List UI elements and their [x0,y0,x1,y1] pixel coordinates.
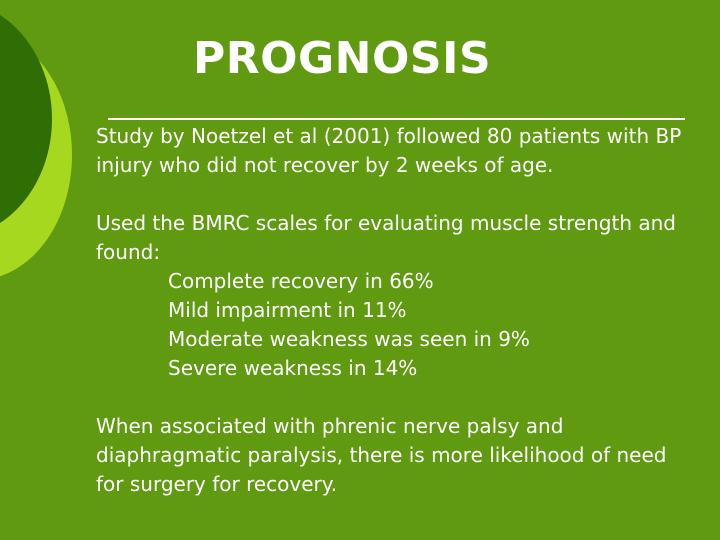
paragraph-phrenic: When associated with phrenic nerve palsy and diaphragmatic paralysis, there is more likelihood of need for surgery for recovery. [96,414,667,496]
slide-title: PROGNOSIS [193,33,492,84]
finding-item: Severe weakness in 14% [168,356,418,380]
slide-body [96,122,696,499]
title-underline [108,118,685,120]
finding-item: Mild impairment in 11% [168,298,407,322]
finding-item: Moderate weakness was seen in 9% [168,327,530,351]
paragraph-bmrc-intro: Used the BMRC scales for evaluating muscle strength and found: [96,211,676,264]
findings-list [96,267,696,383]
paragraph-study: Study by Noetzel et al (2001) followed 80 patients with BP injury who did not recover by 2 weeks of age. [96,124,682,177]
finding-item: Complete recovery in 66% [168,269,434,293]
paragraph-spacer [96,383,696,412]
paragraph-spacer [96,180,696,209]
